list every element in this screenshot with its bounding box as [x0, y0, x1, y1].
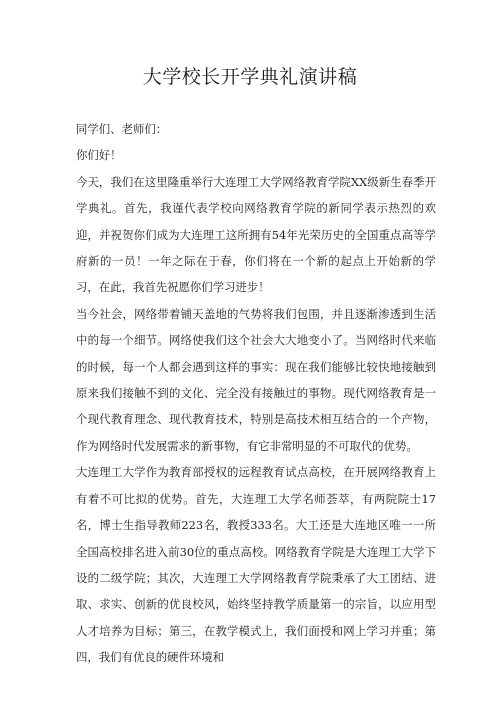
document-title: 大学校长开学典礼演讲稿 — [142, 66, 358, 88]
greeting-paragraph: 同学们、老师们： — [76, 122, 168, 136]
body-paragraph: 当今社会，网络带着铺天盖地的气势将我们包围，并且逐渐渗透到生活中的每一个细节。网络使我们这个社会大大地变小了。当网络时代来临的时候，每一个人都会遇到这样的事实：现在我们能够比较快地接触到原来我们接触不到的文化、完全没有接触过的事物。现代网络教育是一个现代教育理念、现代教育技术，特别是高技术相互结合的一个产物，作为网络时代发展需求的新事物，有它非常明显的不可取代的优势。 — [76, 306, 436, 453]
body-paragraph: 今天，我们在这里隆重举行大连理工大学网络教育学院XX级新生春季开学典礼。首先，我谨代表学校向网络教育学院的新同学表示热烈的欢迎，并祝贺你们成为大连理工这所拥有54年光荣历史的全国重点高等学府新的一员！一年之际在于春，你们将在一个新的起点上开始新的学习，在此，我首先祝愿你们学习进步！ — [76, 174, 436, 295]
document-body — [76, 116, 436, 671]
salutation-paragraph: 你们好！ — [76, 148, 122, 163]
body-paragraph: 大连理工大学作为教育部授权的远程教育试点高校，在开展网络教育上有着不可比拟的优势。首先，大连理工大学名师荟萃，有两院院士17名，博士生指导教师223名，教授333名。大工还是大连地区唯一一所全国高校排名进入前30位的重点高校。网络教育学院是大连理工大学下设的二级学院；其次，大连理工大学网络教育学院秉承了大工团结、进取、求实、创新的优良校风，始终坚持教学质量第一的宗旨，以应用型人才培养为目标；第三，在教学模式上，我们面授和网上学习并重；第四，我们有优良的硬件环境和 — [76, 465, 436, 665]
